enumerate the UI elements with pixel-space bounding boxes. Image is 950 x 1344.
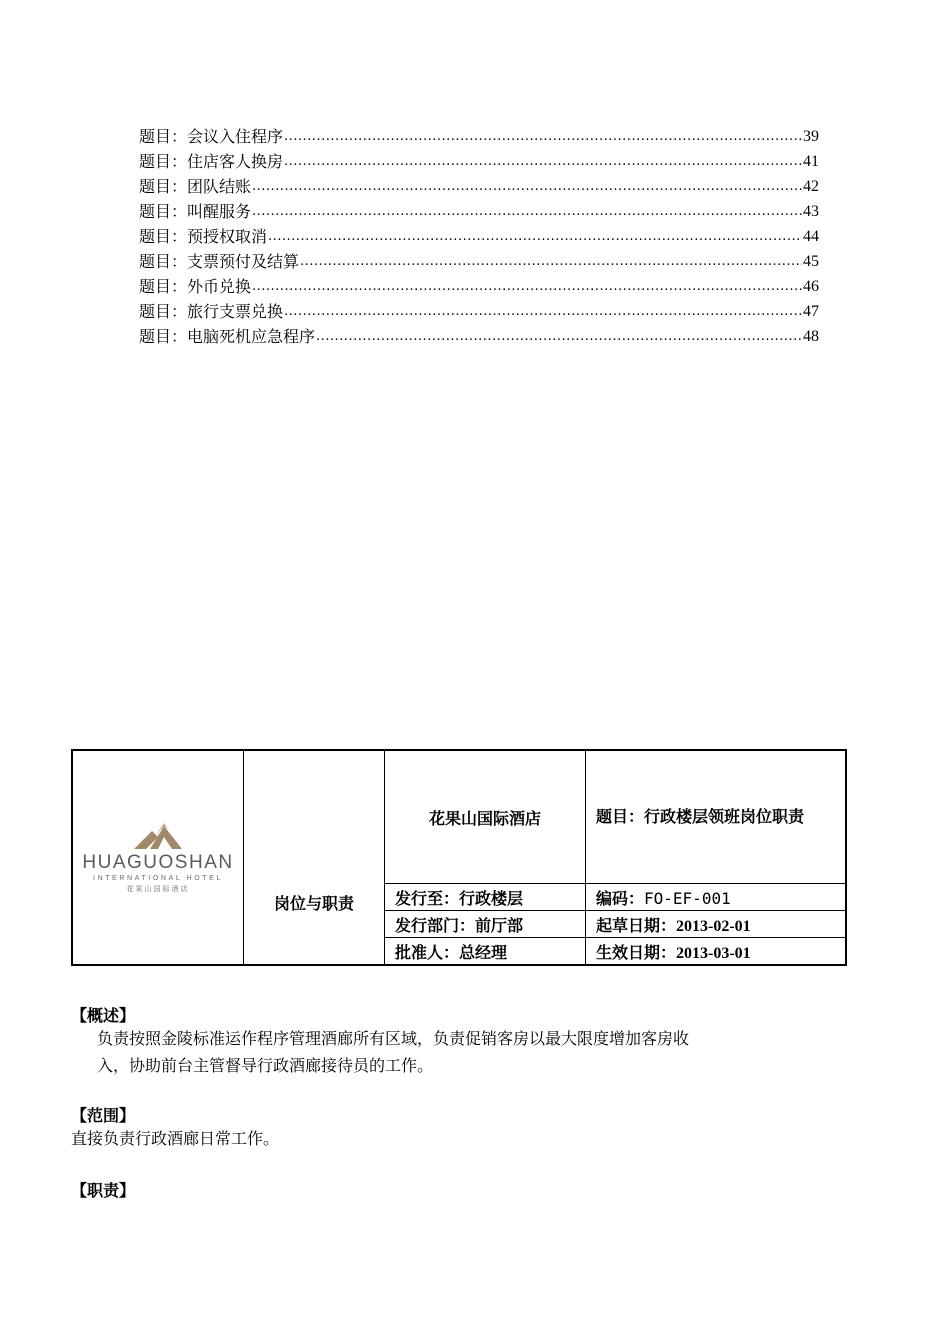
logo-name-en: HUAGUOSHAN [82, 851, 234, 873]
toc-entry-page: 41 [803, 153, 819, 170]
role-cell: 岗位与职责 [244, 750, 385, 965]
toc-entry-page: 42 [803, 178, 819, 195]
toc-entry-title: 题目：电脑死机应急程序 [139, 327, 316, 346]
code-cell: 编码：FO-EF-001 [586, 884, 847, 911]
toc-entry-title: 题目：会议入住程序 [139, 127, 284, 146]
toc-leader-dots [284, 149, 802, 174]
approver-cell: 批准人：总经理 [385, 938, 586, 966]
logo-subtitle-en: INTERNATIONAL HOTEL [93, 874, 223, 882]
scope-heading: 【范围】 [71, 1106, 136, 1125]
toc-entry-title: 题目：预授权取消 [139, 227, 268, 246]
toc-entry-title: 题目：旅行支票兑换 [139, 302, 284, 321]
scope-text: 直接负责行政酒廊日常工作。 [71, 1129, 280, 1148]
duties-heading: 【职责】 [71, 1181, 136, 1200]
toc-leader-dots [284, 124, 802, 149]
mountain-logo-icon [132, 822, 184, 850]
toc-entry[interactable] [139, 174, 819, 199]
toc-entry[interactable] [139, 124, 819, 149]
logo-cell [72, 750, 244, 965]
toc-leader-dots [316, 324, 802, 349]
logo-name-cn: 花果山国际酒店 [126, 884, 190, 893]
toc-leader-dots [252, 174, 802, 199]
toc-entry-title: 题目：团队结账 [139, 177, 252, 196]
hotel-logo [73, 822, 243, 894]
department-cell: 发行部门：前厅部 [385, 911, 586, 938]
draft-date-cell: 起草日期：2013-02-01 [586, 911, 847, 938]
document-title-cell: 题目：行政楼层领班岗位职责 [586, 750, 847, 884]
document-header-table [71, 749, 847, 966]
toc-entry-page: 46 [803, 278, 819, 295]
toc-leader-dots [268, 224, 802, 249]
toc-entry-page: 48 [803, 328, 819, 345]
overview-line-1: 负责按照金陵标准运作程序管理酒廊所有区域，负责促销客房以最大限度增加客房收 [97, 1029, 690, 1048]
toc-entry-page: 47 [803, 303, 819, 320]
toc-entry[interactable] [139, 299, 819, 324]
toc-leader-dots [252, 274, 802, 299]
overview-line-2: 入，协助前台主管督导行政酒廊接待员的工作。 [97, 1056, 434, 1075]
toc-leader-dots [300, 249, 802, 274]
toc-leader-dots [284, 299, 802, 324]
toc-entry-page: 45 [803, 253, 819, 270]
toc-entry-page: 44 [803, 228, 819, 245]
hotel-name-cell: 花果山国际酒店 [385, 750, 586, 884]
toc-entry[interactable] [139, 149, 819, 174]
toc-entry[interactable] [139, 199, 819, 224]
toc-entry-title: 题目：支票预付及结算 [139, 252, 300, 271]
table-of-contents [139, 124, 819, 349]
overview-heading: 【概述】 [71, 1006, 136, 1025]
toc-entry-title: 题目：外币兑换 [139, 277, 252, 296]
effective-date-cell: 生效日期：2013-03-01 [586, 938, 847, 966]
toc-leader-dots [252, 199, 802, 224]
toc-entry-page: 43 [803, 203, 819, 220]
toc-entry-title: 题目：叫醒服务 [139, 202, 252, 221]
toc-entry-title: 题目：住店客人换房 [139, 152, 284, 171]
toc-entry[interactable] [139, 274, 819, 299]
toc-entry[interactable] [139, 224, 819, 249]
toc-entry[interactable] [139, 249, 819, 274]
issued-to-cell: 发行至：行政楼层 [385, 884, 586, 911]
toc-entry[interactable] [139, 324, 819, 349]
toc-entry-page: 39 [803, 128, 819, 145]
